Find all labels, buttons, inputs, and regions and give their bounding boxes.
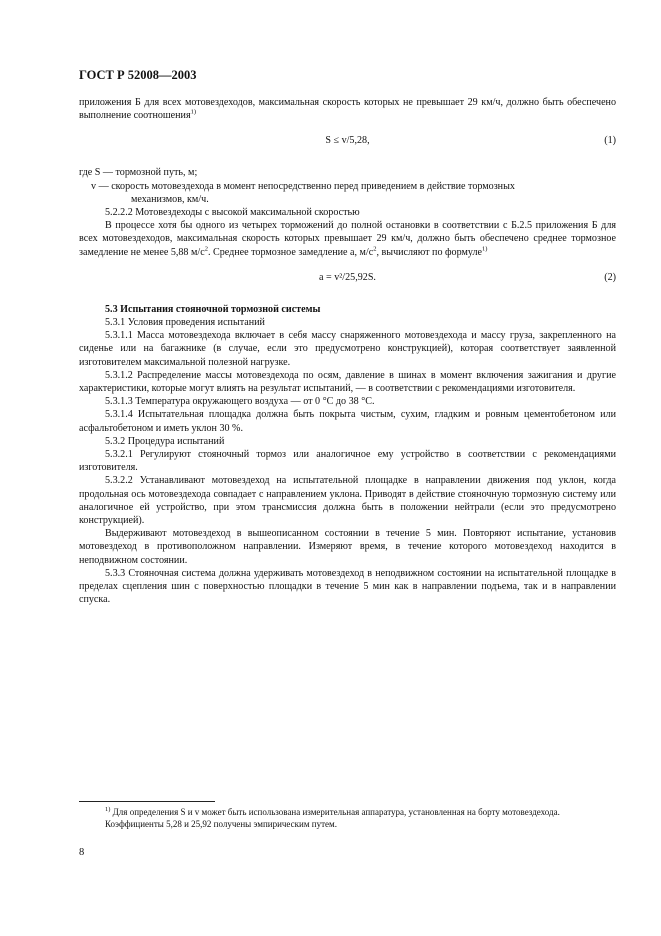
formula-legend-v-line1: v — скорость мотовездехода в момент непосредственно перед приведением в действие тормозных <box>91 180 515 192</box>
paragraph-5-3-1-3: 5.3.1.3 Температура окружающего воздуха — от 0 °С до 38 °С. <box>105 396 375 408</box>
superscript-2: 2 <box>204 245 208 253</box>
formula-legend-s: где S — тормозной путь, м; <box>79 167 198 179</box>
heading-5-2-2-2: 5.2.2.2 Мотовездеходы с высокой максимальной скоростью <box>105 207 360 219</box>
formula-legend-v <box>79 180 616 206</box>
footnote-1 <box>79 806 616 818</box>
formula-2-expression: a = v²/25,92S. <box>319 271 376 283</box>
paragraph-high-speed-cont: . Среднее тормозное замедление a, м/с <box>207 246 374 258</box>
paragraph-5-3-1-4: 5.3.1.4 Испытательная площадка должна быть покрыта чистым, сухим, гладким и ровным цементобетоном или асфальтобетоном и иметь уклон 30 %. <box>79 409 616 434</box>
document-header: ГОСТ Р 52008—2003 <box>79 68 197 82</box>
heading-5-3-1: 5.3.1 Условия проведения испытаний <box>105 317 265 329</box>
paragraph-5-3-1-2: 5.3.1.2 Распределение массы мотовездехода по осям, давление в шинах в момент включения зажигания и другие характеристики, которые могут влиять на результат испытаний, — в соответствии с рекомендациями изготовителя. <box>79 369 616 395</box>
paragraph-high-speed-text: В процессе хотя бы одного из четырех торможений до полной остановки в соответствии с Б.2.5 приложения Б для всех мотовездеходов, максимальная скорость которых превышает 29 км/ч, должно быть обеспечено среднее тормозное замедление не менее 5,88 м/с <box>79 220 616 258</box>
paragraph-high-speed <box>79 219 616 259</box>
paragraph-5-3-1-1: 5.3.1.1 Масса мотовездехода включает в себя массу снаряженного мотовездехода и массу груза, закрепленного на сиденье или на багажнике (в случае, если это предусмотрено конструкцией), которая соответствует заявленной изготовителем максимальной полезной нагрузке. <box>79 330 616 368</box>
formula-1-expression: S ≤ v/5,28, <box>325 135 370 147</box>
paragraph-5-3-3: 5.3.3 Стояночная система должна удерживать мотовездеход в неподвижном состоянии на испытательной площадке в пределах сцепления шин с поверхностью площадки в течение 5 мин как в направлении подъема, так и в направлении спуска. <box>79 567 616 606</box>
document-body <box>79 96 616 607</box>
footnote-2: Коэффициенты 5,28 и 25,92 получены эмпирическим путем. <box>105 819 337 829</box>
footnote-ref: 1) <box>190 108 197 116</box>
footnote-mark: 1) <box>105 806 111 813</box>
footnote-ref: 1) <box>482 245 488 253</box>
formula-legend-v-line2: механизмов, км/ч. <box>131 193 209 205</box>
paragraph-5-3-2-1: 5.3.2.1 Регулируют стояночный тормоз или аналогичное ему устройство в соответствии с рекомендациями изготовителя. <box>79 449 616 474</box>
section-title-5-3: 5.3 Испытания стояночной тормозной системы <box>105 303 321 315</box>
formula-2 <box>79 271 616 289</box>
paragraph-intro <box>79 96 616 122</box>
paragraph-high-speed-end: , вычисляют по формуле <box>376 246 483 258</box>
formula-2-number: (2) <box>604 271 616 283</box>
formula-1 <box>79 134 616 152</box>
paragraph-5-3-2-2-hold: Выдерживают мотовездеход в вышеописанном состоянии в течение 5 мин. Повторяют испытание, установив мотовездеход в противоположном направлении. Измеряют время, в течение которого мотовездеход находится в неподвижном состоянии. <box>79 528 616 566</box>
footnote-divider <box>79 801 215 802</box>
superscript-2: 2 <box>373 245 377 253</box>
heading-5-3-2: 5.3.2 Процедура испытаний <box>105 435 225 447</box>
paragraph-intro-text: приложения Б для всех мотовездеходов, максимальная скорость которых не превышает 29 км/ч, должно быть обеспечено выполнение соотношения <box>79 97 616 122</box>
formula-1-number: (1) <box>604 135 616 147</box>
page-number: 8 <box>79 847 85 858</box>
footnote-1-text: Для определения S и v может быть использована измерительная аппаратура, установленная на борту мотовездехода. <box>110 807 560 817</box>
footnotes <box>79 806 616 830</box>
paragraph-5-3-2-2: 5.3.2.2 Устанавливают мотовездеход на испытательной площадке в направлении движения под уклон, когда продольная ось мотовездехода совпадает с направлением уклона. Приводят в действие стояночную тормозную систему или аналогичное ей устройство, при этом трансмиссия должна быть в положении нейтрали (если это предусмотрено конструкцией). <box>79 475 616 527</box>
